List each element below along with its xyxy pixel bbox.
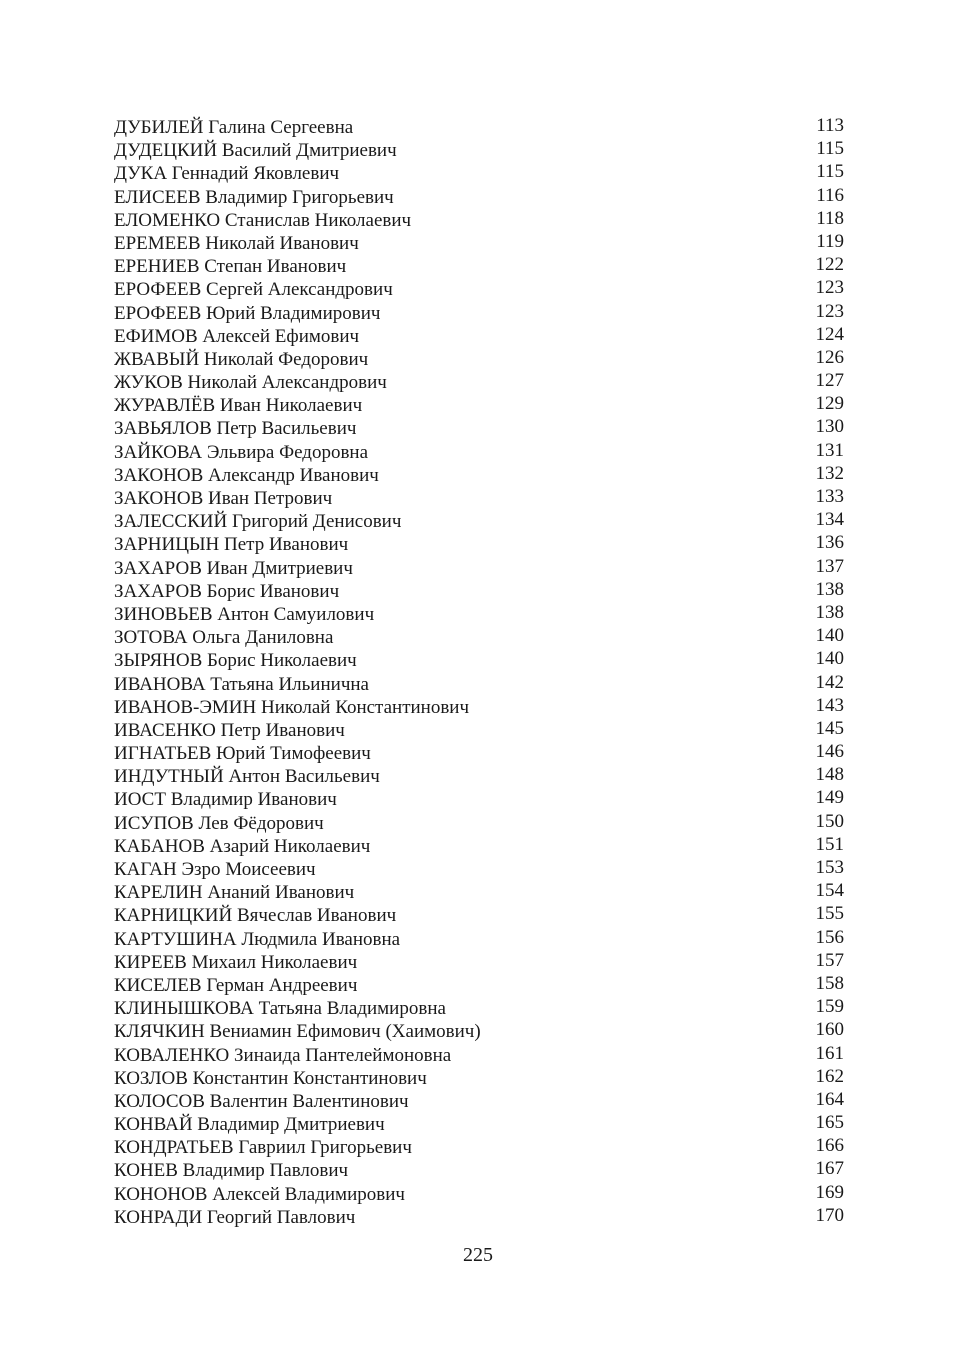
index-entry — [114, 673, 844, 696]
page-reference: 132 — [815, 462, 844, 484]
person-name: ЕРОФЕЕВ Сергей Александрович — [114, 279, 393, 301]
index-entry — [114, 812, 844, 835]
index-entry — [114, 557, 844, 580]
page-reference: 153 — [815, 857, 844, 878]
page-reference: 129 — [815, 393, 844, 415]
index-entry — [114, 278, 844, 301]
person-name: ДУДЕЦКИЙ Василий Дмитриевич — [114, 140, 397, 162]
person-name: ЕРЕМЕЕВ Николай Иванович — [114, 232, 359, 254]
person-name: КАРНИЦКИЙ Вячеслав Иванович — [114, 905, 397, 927]
index-entry — [114, 325, 844, 348]
index-entry — [114, 394, 844, 417]
person-name: КИСЕЛЕВ Герман Андреевич — [114, 974, 358, 996]
index-entry — [114, 487, 844, 510]
person-name: КОНДРАТЬЕВ Гавриил Григорьевич — [114, 1137, 412, 1159]
index-entry — [114, 1136, 844, 1159]
page-reference: 119 — [816, 230, 844, 252]
page-reference: 131 — [815, 439, 844, 461]
person-name: ЗАЛЕССКИЙ Григорий Денисович — [114, 511, 402, 533]
person-name: КОНОНОВ Алексей Владимирович — [114, 1183, 405, 1205]
index-entry — [114, 696, 844, 719]
index-entry — [114, 1044, 844, 1067]
person-name: ИСУПОВ Лев Фёдорович — [114, 812, 324, 834]
person-name: ЖУРАВЛЁВ Иван Николаевич — [114, 395, 363, 417]
person-name: ЗАРНИЦЫН Петр Иванович — [114, 534, 349, 556]
page-reference: 149 — [815, 787, 844, 809]
person-name: ЗЫРЯНОВ Борис Николаевич — [114, 650, 357, 672]
person-name: КАБАНОВ Азарий Николаевич — [114, 835, 371, 857]
person-name: ЕЛОМЕНКО Станислав Николаевич — [114, 209, 412, 231]
person-name: КЛЯЧКИН Вениамин Ефимович (Хаимович) — [114, 1021, 481, 1043]
index-entry — [114, 1113, 844, 1136]
index-entry — [114, 186, 844, 209]
index-entry — [114, 1206, 844, 1229]
index-entry — [114, 441, 844, 464]
page-reference: 123 — [815, 300, 844, 322]
person-name: ЗАХАРОВ Иван Дмитриевич — [114, 557, 353, 579]
page-reference: 127 — [815, 370, 844, 392]
person-name: ЗАКОНОВ Иван Петрович — [114, 488, 333, 509]
person-name: ЕРОФЕЕВ Юрий Владимирович — [114, 302, 381, 324]
page-reference: 160 — [815, 1019, 844, 1041]
person-name: ЗАВЬЯЛОВ Петр Васильевич — [114, 418, 357, 440]
index-entry — [114, 951, 844, 974]
page-reference: 159 — [815, 996, 844, 1018]
index-entry — [114, 603, 844, 626]
index-entry — [114, 742, 844, 765]
person-name: ДУКА Геннадий Яковлевич — [114, 163, 340, 185]
index-entry — [114, 974, 844, 997]
page-reference: 165 — [815, 1112, 844, 1134]
index-entry — [114, 881, 844, 904]
person-name: КОЛОСОВ Валентин Валентинович — [114, 1090, 409, 1112]
person-name: ЗАЙКОВА Эльвира Федоровна — [114, 441, 369, 463]
page-number: 225 — [463, 1244, 493, 1266]
index-entry — [114, 649, 844, 672]
person-name: ЗОТОВА Ольга Даниловна — [114, 627, 334, 649]
index-entry — [114, 1183, 844, 1206]
index-entry — [114, 626, 844, 649]
index-entry — [114, 904, 844, 927]
index-entry — [114, 255, 844, 278]
index-entry — [114, 417, 844, 440]
page-reference: 140 — [815, 648, 844, 670]
index-entry — [114, 1020, 844, 1043]
page-reference: 136 — [815, 532, 844, 554]
page-reference: 157 — [815, 949, 844, 971]
page-reference: 113 — [816, 115, 844, 136]
page-reference: 145 — [815, 717, 844, 739]
page-reference: 126 — [815, 346, 844, 368]
person-name: КОНЕВ Владимир Павлович — [114, 1160, 349, 1182]
page-reference: 124 — [815, 323, 844, 345]
page-reference: 123 — [815, 277, 844, 299]
page-reference: 115 — [816, 138, 844, 160]
person-name: ИВАНОВА Татьяна Ильинична — [114, 673, 369, 695]
index-entry — [114, 139, 844, 162]
page-reference: 138 — [815, 578, 844, 600]
person-name: КАРТУШИНА Людмила Ивановна — [114, 928, 401, 950]
index-entry — [114, 1159, 844, 1182]
person-name: КИРЕЕВ Михаил Николаевич — [114, 951, 358, 973]
index-entry — [114, 858, 844, 881]
person-name: ЖВАВЫЙ Николай Федорович — [114, 348, 369, 370]
page-reference: 150 — [815, 810, 844, 832]
page-reference: 118 — [816, 207, 844, 229]
index-entry — [114, 788, 844, 811]
page-reference: 164 — [815, 1088, 844, 1110]
page-reference: 146 — [815, 741, 844, 763]
page-reference: 140 — [815, 625, 844, 647]
page-reference: 169 — [815, 1181, 844, 1203]
person-name: КОЗЛОВ Константин Константинович — [114, 1067, 427, 1089]
page-reference: 134 — [815, 509, 844, 531]
page-reference: 116 — [816, 184, 844, 206]
index-entry — [114, 116, 844, 139]
page-reference: 115 — [816, 161, 844, 183]
index-entry — [114, 464, 844, 487]
person-name: ЗАХАРОВ Борис Иванович — [114, 580, 340, 602]
index-entry — [114, 1090, 844, 1113]
person-name: КЛИНЫШКОВА Татьяна Владимировна — [114, 998, 446, 1020]
index-entry — [114, 209, 844, 232]
page-reference: 155 — [815, 903, 844, 925]
index-entry — [114, 348, 844, 371]
index-entry — [114, 765, 844, 788]
page-reference: 167 — [815, 1158, 844, 1180]
person-name: ЕРЕНИЕВ Степан Иванович — [114, 256, 347, 278]
index-entry — [114, 371, 844, 394]
index-entry — [114, 928, 844, 951]
person-name: КАГАН Эзро Моисеевич — [114, 859, 316, 880]
page-reference: 142 — [815, 671, 844, 693]
index-entry — [114, 719, 844, 742]
person-name: ИВАСЕНКО Петр Иванович — [114, 719, 345, 741]
person-name: ИВАНОВ-ЭМИН Николай Константинович — [114, 696, 470, 718]
person-name: ИНДУТНЫЙ Антон Васильевич — [114, 766, 380, 788]
person-name: ЕФИМОВ Алексей Ефимович — [114, 325, 360, 347]
index-entry — [114, 162, 844, 185]
index-entry — [114, 1067, 844, 1090]
page-reference: 166 — [815, 1135, 844, 1157]
page-reference: 154 — [815, 880, 844, 902]
name-index-list — [114, 116, 844, 1229]
person-name: ИГНАТЬЕВ Юрий Тимофеевич — [114, 743, 371, 765]
person-name: КОВАЛЕНКО Зинаида Пантелеймоновна — [114, 1044, 452, 1066]
index-entry — [114, 302, 844, 325]
page-reference: 158 — [815, 972, 844, 994]
page-reference: 148 — [815, 764, 844, 786]
person-name: ДУБИЛЕЙ Галина Сергеевна — [114, 117, 354, 138]
person-name: ИОСТ Владимир Иванович — [114, 789, 337, 811]
page-reference: 143 — [815, 694, 844, 716]
person-name: ЕЛИСЕЕВ Владимир Григорьевич — [114, 186, 394, 208]
index-entry — [114, 510, 844, 533]
index-entry — [114, 533, 844, 556]
index-entry — [114, 997, 844, 1020]
person-name: ЗИНОВЬЕВ Антон Самуилович — [114, 603, 375, 625]
person-name: КОНРАДИ Георгий Павлович — [114, 1206, 356, 1228]
person-name: ЗАКОНОВ Александр Иванович — [114, 464, 379, 486]
page-reference: 122 — [815, 254, 844, 276]
page-reference: 133 — [815, 486, 844, 507]
person-name: ЖУКОВ Николай Александрович — [114, 372, 387, 394]
page-reference: 151 — [815, 833, 844, 855]
page-reference: 138 — [815, 601, 844, 623]
page-reference: 162 — [815, 1065, 844, 1087]
person-name: КОНВАЙ Владимир Дмитриевич — [114, 1114, 385, 1136]
index-entry — [114, 835, 844, 858]
index-entry — [114, 580, 844, 603]
index-entry — [114, 232, 844, 255]
page-reference: 156 — [815, 926, 844, 948]
person-name: КАРЕЛИН Ананий Иванович — [114, 882, 355, 904]
page-reference: 161 — [815, 1042, 844, 1064]
page-reference: 170 — [815, 1204, 844, 1226]
page-reference: 130 — [815, 416, 844, 438]
page-reference: 137 — [815, 555, 844, 577]
